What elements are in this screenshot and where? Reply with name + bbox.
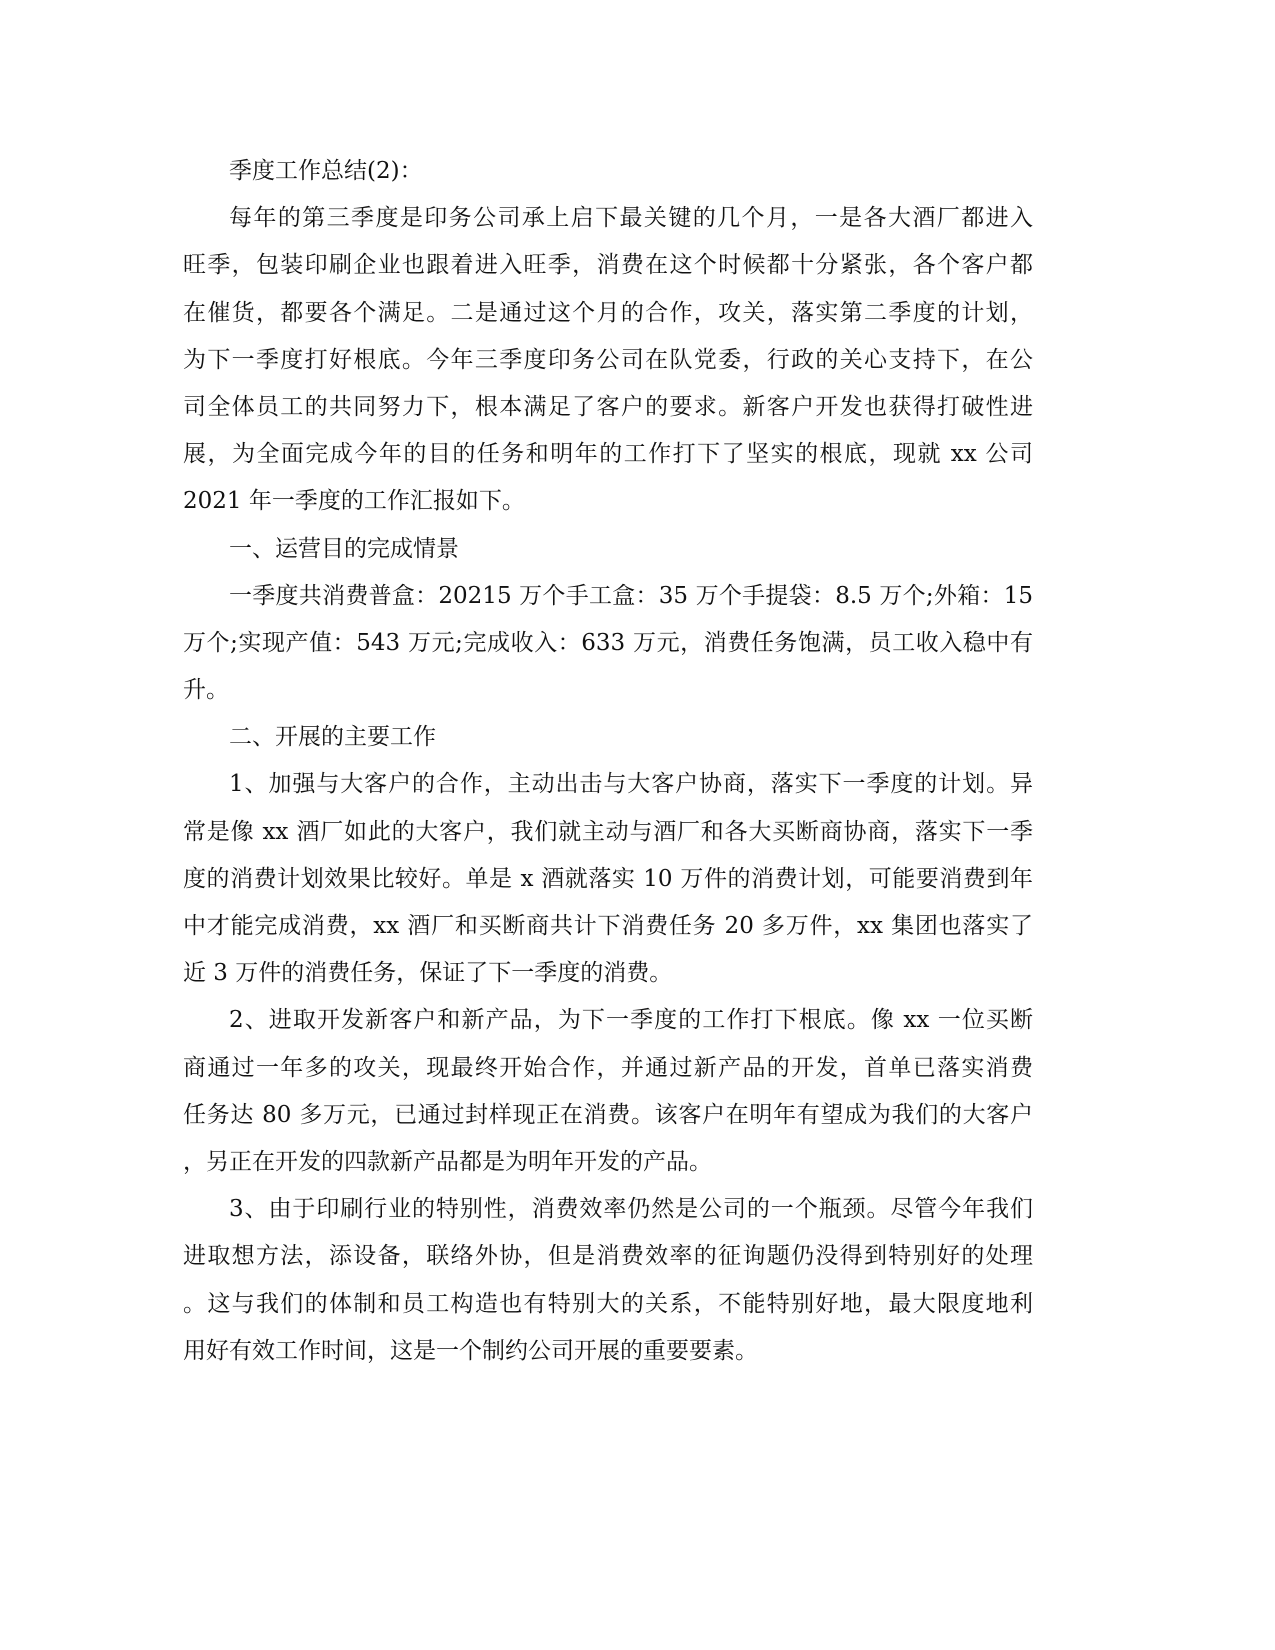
text-line: 2021 年一季度的工作汇报如下。 <box>183 488 525 515</box>
text-line: 用好有效工作时间，这是一个制约公司开展的重要要素。 <box>183 1337 758 1364</box>
text-line: 商通过一年多的攻关，现最终开始合作，并通过新产品的开发，首单已落实消费 <box>183 1054 1033 1081</box>
text-line: 度的消费计划效果比较好。单是 x 酒就落实 10 万件的消费计划，可能要消费到年 <box>183 865 1033 892</box>
text-line: 。这与我们的体制和员工构造也有特别大的关系，不能特别好地，最大限度地利 <box>183 1290 1033 1317</box>
text-line: 2、进取开发新客户和新产品，为下一季度的工作打下根底。像 xx 一位买断 <box>229 1007 1033 1034</box>
text-line: 进取想方法，添设备，联络外协，但是消费效率的征询题仍没得到特别好的处理 <box>183 1243 1033 1270</box>
text-line: 每年的第三季度是印务公司承上启下最关键的几个月，一是各大酒厂都进入 <box>229 205 1033 232</box>
text-line: 旺季，包装印刷企业也跟着进入旺季，消费在这个时候都十分紧张，各个客户都 <box>183 252 1033 279</box>
text-line: 展，为全面完成今年的目的任务和明年的工作打下了坚实的根底，现就 xx 公司 <box>183 441 1033 468</box>
text-line: 一季度共消费普盒：20215 万个手工盒：35 万个手提袋：8.5 万个;外箱：15 <box>229 582 1033 609</box>
text-line: 万个;实现产值：543 万元;完成收入：633 万元，消费任务饱满，员工收入稳中有 <box>183 629 1033 656</box>
text-line: 中才能完成消费，xx 酒厂和买断商共计下消费任务 20 多万件，xx 集团也落实了 <box>183 913 1033 939</box>
text-line: 为下一季度打好根底。今年三季度印务公司在队党委，行政的关心支持下，在公 <box>183 346 1033 373</box>
text-line: 近 3 万件的消费任务，保证了下一季度的消费。 <box>183 960 673 987</box>
text-line: 一、运营目的完成情景 <box>229 535 459 562</box>
text-line: 1、加强与大客户的合作，主动出击与大客户协商，落实下一季度的计划。异 <box>229 771 1033 798</box>
text-line: 任务达 80 多万元，已通过封样现正在消费。该客户在明年有望成为我们的大客户 <box>183 1101 1033 1128</box>
document-body <box>183 148 1033 1375</box>
text-line: 3、由于印刷行业的特别性，消费效率仍然是公司的一个瓶颈。尽管今年我们 <box>229 1196 1033 1223</box>
text-line: 在催货，都要各个满足。二是通过这个月的合作，攻关，落实第二季度的计划， <box>183 299 1033 326</box>
text-line: 季度工作总结(2)： <box>229 158 423 184</box>
text-line: ，另正在开发的四款新产品都是为明年开发的产品。 <box>183 1148 712 1175</box>
text-line: 二、开展的主要工作 <box>229 724 436 751</box>
text-line: 升。 <box>183 677 229 704</box>
text-line: 司全体员工的共同努力下，根本满足了客户的要求。新客户开发也获得打破性进 <box>183 393 1033 420</box>
text-line: 常是像 xx 酒厂如此的大客户，我们就主动与酒厂和各大买断商协商，落实下一季 <box>183 818 1033 845</box>
